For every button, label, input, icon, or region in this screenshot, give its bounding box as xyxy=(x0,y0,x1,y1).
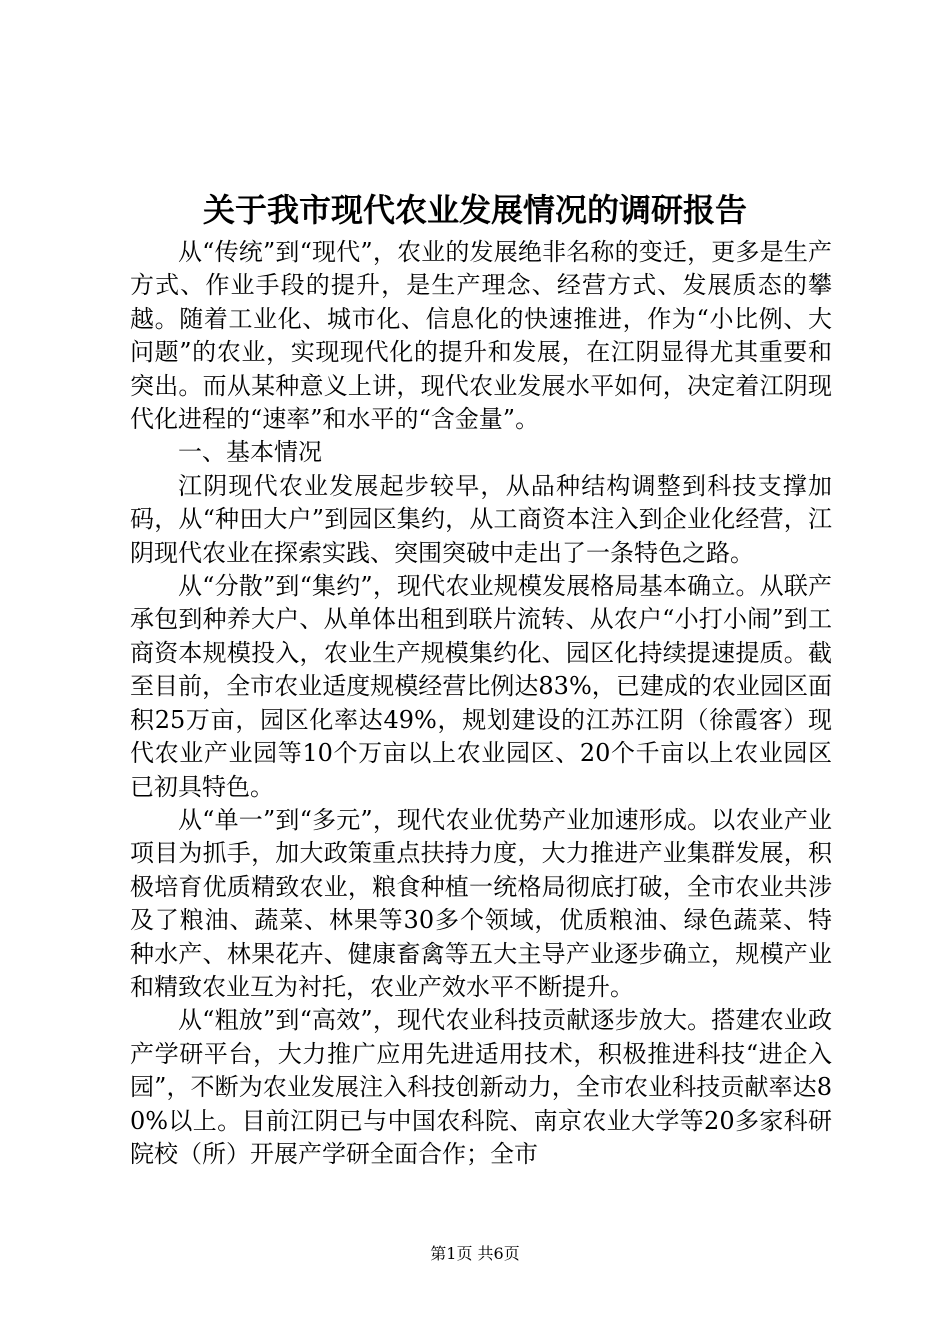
page-footer: 第1页 共6页 xyxy=(430,1244,520,1263)
paragraph-overview: 江阴现代农业发展起步较早，从品种结构调整到科技支撑加码，从“种田大户”到园区集约，从工商资本注入到企业化经营，江阴现代农业在探索实践、突围突破中走出了一条特色之路。 xyxy=(130,471,832,567)
paragraph-scale: 从“分散”到“集约”，现代农业规模发展格局基本确立。从联产承包到种养大户、从单体出租到联片流转、从农户“小打小闹”到工商资本规模投入，农业生产规模集约化、园区化持续提速提质。截至目前，全市农业适度规模经营比例达83%，已建成的农业园区面积25万亩，园区化率达49%，规划建设的江苏江阴（徐霞客）现代农业产业园等10个万亩以上农业园区、20个千亩以上农业园区已初具特色。 xyxy=(130,572,832,801)
paragraph-technology: 从“粗放”到“高效”，现代农业科技贡献逐步放大。搭建农业政产学研平台，大力推广应用先进适用技术，积极推进科技“进企入园”，不断为农业发展注入科技创新动力，全市农业科技贡献率达80%以上。目前江阴已与中国农科院、南京农业大学等20多家科研院校（所）开展产学研全面合作；全市 xyxy=(130,1006,832,1168)
document-body xyxy=(130,236,832,1171)
section-heading-basic-situation: 一、基本情况 xyxy=(178,438,322,467)
paragraph-industries: 从“单一”到“多元”，现代农业优势产业加速形成。以农业产业项目为抓手，加大政策重点扶持力度，大力推进产业集群发展，积极培育优质精致农业，粮食种植一统格局彻底打破，全市农业共涉及了粮油、蔬菜、林果等30多个领域，优质粮油、绿色蔬菜、特种水产、林果花卉、健康畜禽等五大主导产业逐步确立，规模产业和精致农业互为衬托，农业产效水平不断提升。 xyxy=(130,805,832,1001)
document-title: 关于我市现代农业发展情况的调研报告 xyxy=(202,191,747,229)
paragraph-intro: 从“传统”到“现代”，农业的发展绝非名称的变迁，更多是生产方式、作业手段的提升，是生产理念、经营方式、发展质态的攀越。随着工业化、城市化、信息化的快速推进，作为“小比例、大问题”的农业，实现现代化的提升和发展，在江阴显得尤其重要和突出。而从某种意义上讲，现代农业发展水平如何，决定着江阴现代化进程的“速率”和水平的“含金量”。 xyxy=(130,238,832,434)
